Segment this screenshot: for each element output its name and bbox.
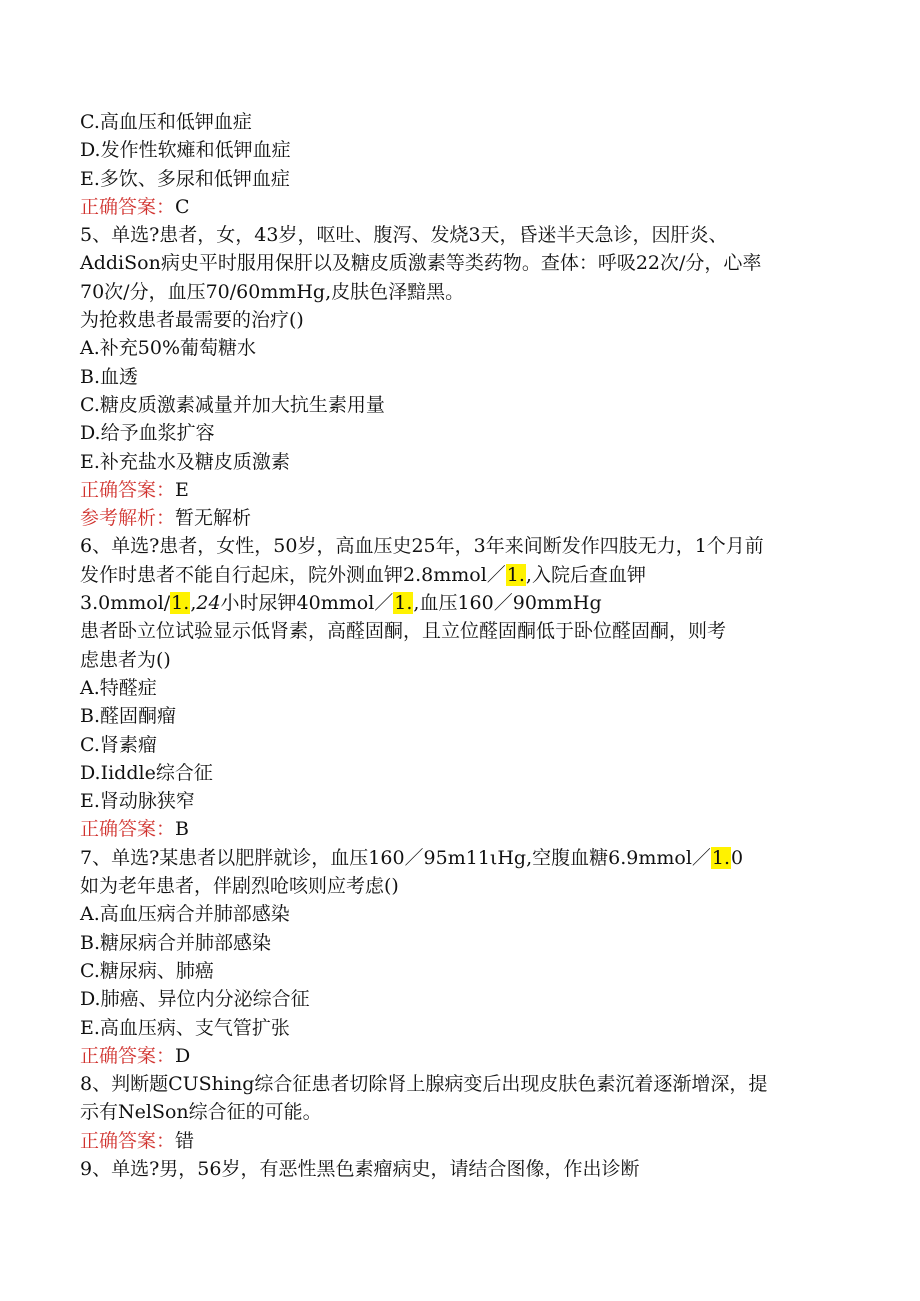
answer-label: 正确答案： <box>80 818 176 841</box>
answer-label: 正确答案： <box>80 1044 176 1067</box>
analysis-line <box>80 504 850 532</box>
stem-text: 0 <box>731 846 744 869</box>
question-stem-line: 70次/分，血压70/60mmHg,皮肤色泽黯黑。 <box>80 280 465 303</box>
answer-line <box>80 1127 850 1155</box>
question-stem-line: 示有NelSon综合征的可能。 <box>80 1101 322 1124</box>
stem-text: ,入院后查血钾 <box>525 563 646 586</box>
option-line: D.Iiddle综合征 <box>80 761 213 784</box>
highlight-mark: 1. <box>506 563 525 586</box>
answer-value: E <box>175 478 189 501</box>
stem-text: 3.0mmol/ <box>80 592 171 615</box>
option-line: C.高血压和低钾血症 <box>80 111 252 133</box>
question-stem-line: 患者卧立位试验显示低肾素，高醛固酮，且立位醛固酮低于卧位醛固酮，则考 <box>80 620 727 643</box>
analysis-value: 暂无解析 <box>175 507 252 530</box>
answer-value: D <box>175 1044 191 1067</box>
option-line: A.高血压病合并肺部感染 <box>80 903 290 926</box>
option-line: C.糖皮质激素减量并加大抗生素用量 <box>80 393 385 416</box>
option-line: D.给予血浆扩容 <box>80 422 215 445</box>
option-line: E.肾动脉狭窄 <box>80 790 195 813</box>
highlight-mark: 1. <box>394 592 413 615</box>
stem-text: 发作时患者不能自行起床，院外测血钾2.8mmol／ <box>80 563 506 586</box>
answer-line <box>80 476 850 504</box>
stem-text: , <box>190 592 197 615</box>
question-stem-line <box>80 561 850 589</box>
stem-text: 小时尿钾40mmol／ <box>220 592 394 615</box>
answer-line <box>80 193 850 221</box>
option-line: A.特醛症 <box>80 676 157 699</box>
question-stem-line: 5、单选?患者，女，43岁，呕吐、腹泻、发烧3天，昏迷半天急诊，因肝炎、 <box>80 224 728 247</box>
option-line: B.醛固酮瘤 <box>80 705 177 728</box>
question-stem-line: 如为老年患者，伴剧烈呛咳则应考虑() <box>80 875 399 898</box>
stem-text: 7、单选?某患者以肥胖就诊，血压160／95m11ιHg,空腹血糖6.9mmol／ <box>80 846 711 869</box>
option-line: B.糖尿病合并肺部感染 <box>80 931 272 954</box>
question-stem-line: 虑患者为() <box>80 648 171 671</box>
answer-line <box>80 815 850 843</box>
answer-value: B <box>175 818 189 841</box>
stem-text: ,血压160／90mmHg <box>413 592 602 615</box>
option-line: A.补充50%葡萄糖水 <box>80 337 256 360</box>
question-stem-line: 为抢救患者最需要的治疗() <box>80 309 304 332</box>
answer-value: 错 <box>175 1129 195 1152</box>
question-stem-line <box>80 844 850 872</box>
question-stem-line: AddiSon病史平时服用保肝以及糖皮质激素等类药物。查体：呼吸22次/分，心率 <box>80 252 762 275</box>
answer-label: 正确答案： <box>80 1129 176 1152</box>
option-line: D.发作性软瘫和低钾血症 <box>80 139 291 162</box>
highlight-mark: 1. <box>711 846 731 869</box>
option-line: C.糖尿病、肺癌 <box>80 959 214 982</box>
question-stem-line: 9、单选?男，56岁，有恶性黑色素瘤病史，请结合图像，作出诊断 <box>80 1157 640 1180</box>
option-line: E.补充盐水及糖皮质激素 <box>80 450 290 473</box>
stem-text-italic: 24 <box>196 592 221 615</box>
document-page <box>80 108 850 1183</box>
question-stem-line: 6、单选?患者，女性，50岁，高血压史25年，3年来间断发作四肢无力，1个月前 <box>80 535 764 558</box>
option-line: E.多饮、多尿和低钾血症 <box>80 167 290 190</box>
option-line: D.肺癌、异位内分泌综合征 <box>80 988 310 1011</box>
analysis-label: 参考解析： <box>80 507 176 530</box>
highlight-mark: 1. <box>171 592 190 615</box>
answer-line <box>80 1042 850 1070</box>
option-line: C.肾素瘤 <box>80 733 157 756</box>
answer-value: C <box>175 195 190 218</box>
question-stem-line <box>80 589 850 617</box>
option-line: E.高血压病、支气管扩张 <box>80 1016 290 1039</box>
question-stem-line: 8、判断题CUShing综合征患者切除肾上腺病变后出现皮肤色素沉着逐渐增深，提 <box>80 1073 768 1096</box>
option-line: B.血透 <box>80 365 139 388</box>
answer-label: 正确答案： <box>80 478 176 501</box>
answer-label: 正确答案： <box>80 195 176 218</box>
